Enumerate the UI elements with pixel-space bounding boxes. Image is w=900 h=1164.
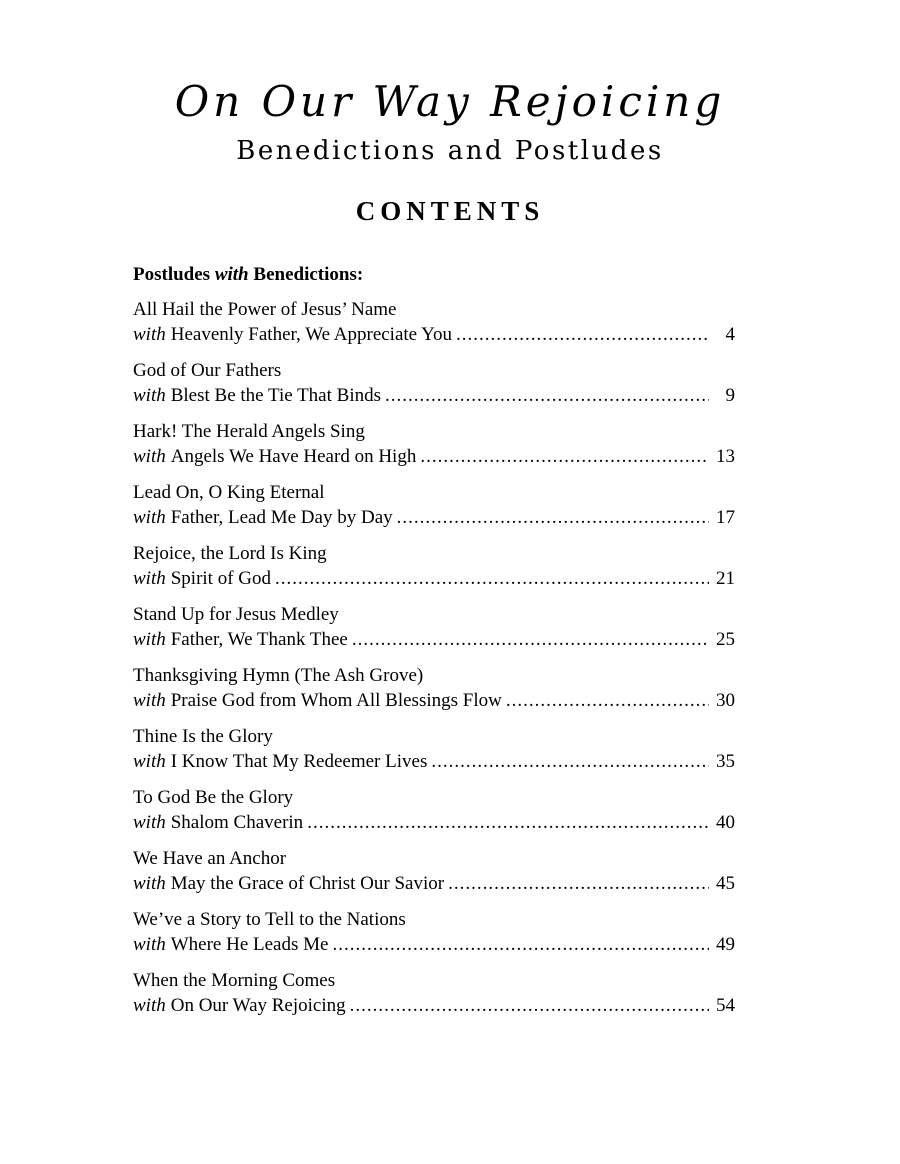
toc-dot-leader: [350, 994, 709, 1019]
toc-benediction-line: [133, 323, 735, 348]
toc-with-label: with: [133, 811, 166, 833]
toc-benediction-title: I Know That My Redeemer Lives: [170, 750, 428, 772]
toc-with-label: with: [133, 628, 166, 650]
toc-benediction-title: Spirit of God: [170, 567, 272, 589]
toc-benediction-title: Father, Lead Me Day by Day: [170, 506, 393, 528]
toc-dot-leader: [332, 933, 709, 958]
table-of-contents: [133, 298, 735, 1030]
toc-page-number: 17: [716, 506, 735, 528]
toc-benediction-title: Shalom Chaverin: [170, 811, 304, 833]
toc-benediction-title: May the Grace of Christ Our Savior: [170, 872, 445, 894]
toc-benediction-title: Blest Be the Tie That Binds: [170, 384, 381, 406]
toc-benediction-line: [133, 445, 735, 470]
toc-benediction-line: [133, 872, 735, 897]
toc-dot-leader: [456, 323, 709, 348]
toc-with-label: with: [133, 933, 166, 955]
toc-dot-leader: [448, 872, 709, 897]
toc-dot-leader: [506, 689, 709, 714]
toc-with-label: with: [133, 994, 166, 1016]
section-heading-italic: with: [214, 264, 249, 285]
toc-dot-leader: [420, 445, 709, 470]
toc-page-number: 49: [716, 933, 735, 955]
toc-benediction-line: [133, 506, 735, 531]
toc-dot-leader: [397, 506, 709, 531]
toc-benediction-title: Father, We Thank Thee: [170, 628, 348, 650]
section-heading: [133, 262, 363, 288]
toc-page-number: 13: [716, 445, 735, 467]
toc-postlude-title: Thanksgiving Hymn (The Ash Grove): [133, 665, 424, 686]
section-heading-suffix: Benedictions:: [253, 264, 364, 285]
toc-benediction-line: [133, 567, 735, 592]
toc-entry: [133, 359, 735, 420]
toc-benediction-line: [133, 628, 735, 653]
toc-postlude-title: All Hail the Power of Jesus’ Name: [133, 299, 397, 320]
toc-dot-leader: [352, 628, 709, 653]
toc-benediction-title: Where He Leads Me: [170, 933, 329, 955]
toc-entry: [133, 542, 735, 603]
toc-page-number: 9: [725, 384, 735, 406]
toc-entry: [133, 298, 735, 359]
toc-entry: [133, 786, 735, 847]
toc-page-number: 45: [716, 872, 735, 894]
toc-with-label: with: [133, 689, 166, 711]
toc-benediction-line: [133, 811, 735, 836]
toc-benediction-line: [133, 994, 735, 1019]
toc-with-label: with: [133, 567, 166, 589]
toc-dot-leader: [307, 811, 709, 836]
contents-heading: CONTENTS: [355, 196, 545, 226]
toc-dot-leader: [431, 750, 709, 775]
toc-entry: [133, 481, 735, 542]
toc-page-number: 40: [716, 811, 735, 833]
toc-postlude-title: Rejoice, the Lord Is King: [133, 543, 327, 564]
book-subtitle: Benedictions and Postludes: [236, 136, 664, 166]
toc-postlude-title: When the Morning Comes: [133, 970, 336, 991]
toc-entry: [133, 603, 735, 664]
toc-with-label: with: [133, 445, 166, 467]
toc-dot-leader: [275, 567, 709, 592]
toc-page-number: 30: [716, 689, 735, 711]
toc-entry: [133, 969, 735, 1030]
toc-entry: [133, 908, 735, 969]
toc-with-label: with: [133, 384, 166, 406]
toc-entry: [133, 420, 735, 481]
toc-benediction-title: Angels We Have Heard on High: [170, 445, 417, 467]
toc-page-number: 35: [716, 750, 735, 772]
toc-postlude-title: God of Our Fathers: [133, 360, 282, 381]
toc-page-number: 54: [716, 994, 735, 1016]
toc-postlude-title: Hark! The Herald Angels Sing: [133, 421, 365, 442]
toc-page-number: 4: [725, 323, 735, 345]
toc-benediction-title: Heavenly Father, We Appreciate You: [170, 323, 452, 345]
toc-entry: [133, 725, 735, 786]
toc-postlude-title: Lead On, O King Eternal: [133, 482, 325, 503]
toc-with-label: with: [133, 872, 166, 894]
section-heading-prefix: Postludes: [133, 264, 211, 285]
toc-benediction-line: [133, 750, 735, 775]
toc-benediction-title: On Our Way Rejoicing: [170, 994, 346, 1016]
toc-postlude-title: Thine Is the Glory: [133, 726, 273, 747]
toc-benediction-title: Praise God from Whom All Blessings Flow: [170, 689, 502, 711]
toc-benediction-line: [133, 689, 735, 714]
toc-entry: [133, 847, 735, 908]
toc-postlude-title: Stand Up for Jesus Medley: [133, 604, 339, 625]
toc-postlude-title: We’ve a Story to Tell to the Nations: [133, 909, 406, 930]
toc-with-label: with: [133, 750, 166, 772]
toc-page-number: 25: [716, 628, 735, 650]
toc-with-label: with: [133, 506, 166, 528]
toc-postlude-title: We Have an Anchor: [133, 848, 287, 869]
toc-page-number: 21: [716, 567, 735, 589]
toc-benediction-line: [133, 933, 735, 958]
toc-benediction-line: [133, 384, 735, 409]
toc-dot-leader: [385, 384, 709, 409]
toc-entry: [133, 664, 735, 725]
toc-with-label: with: [133, 323, 166, 345]
toc-postlude-title: To God Be the Glory: [133, 787, 294, 808]
book-title: On Our Way Rejoicing: [174, 77, 726, 126]
